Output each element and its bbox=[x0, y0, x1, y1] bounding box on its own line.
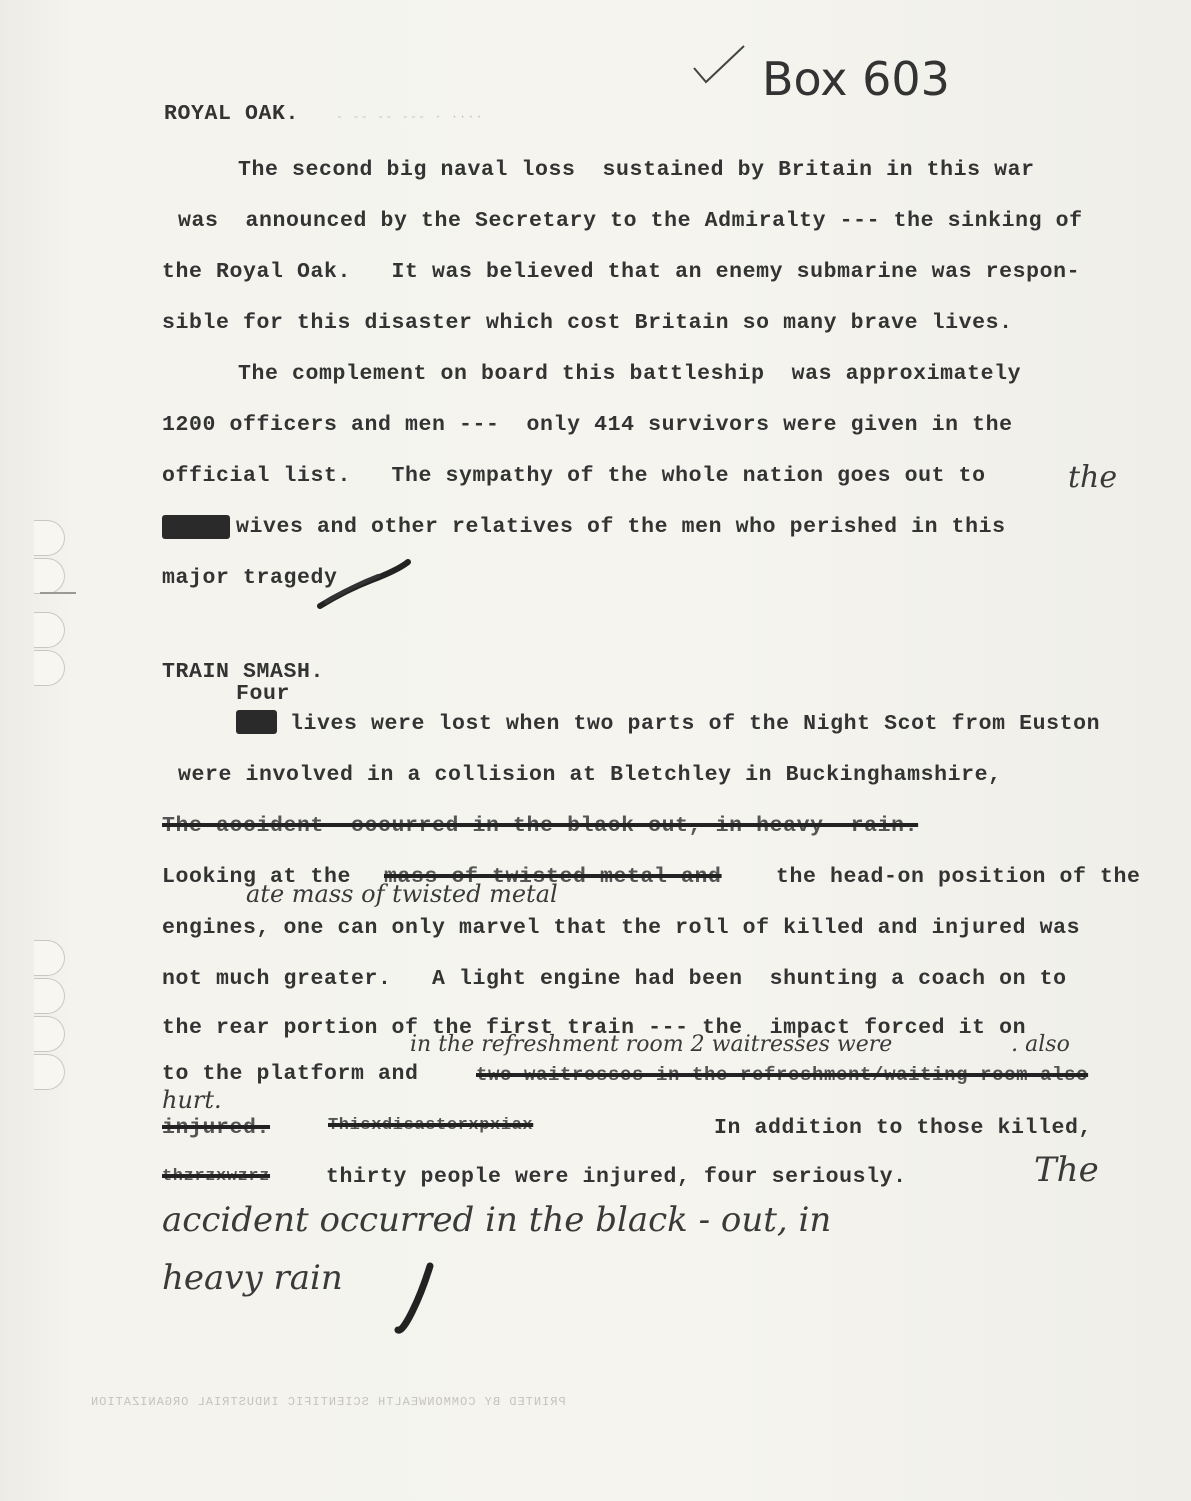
struck-line: The accident occurred in the black-out, in heavy rain. bbox=[162, 814, 919, 838]
section-heading-royal-oak: ROYAL OAK. bbox=[164, 102, 300, 126]
faint-dashes: - -- -- --- · ···· bbox=[336, 110, 484, 124]
binder-hole bbox=[34, 612, 65, 648]
struck-text: two waitresses in the refreshment/waiting room also bbox=[476, 1064, 1089, 1086]
text-line: the rear portion of the first train --- the impact forced it on bbox=[162, 1016, 1027, 1040]
text-line: lives were lost when two parts of the Night Scot from Euston bbox=[290, 712, 1101, 736]
struck-word: brave bbox=[162, 515, 230, 539]
handwritten-note: accident occurred in the black - out, in bbox=[162, 1200, 832, 1240]
check-mark-icon bbox=[690, 42, 750, 92]
binder-hole bbox=[34, 1054, 65, 1090]
ink-scribble-icon bbox=[392, 1262, 440, 1334]
margin-rule bbox=[40, 592, 76, 594]
binder-hole bbox=[34, 940, 65, 976]
handwritten-the: the bbox=[1068, 460, 1118, 495]
binder-hole bbox=[34, 650, 65, 686]
handwritten-insert: ate mass of twisted metal bbox=[246, 880, 558, 908]
section-heading-train-smash: TRAIN SMASH. bbox=[162, 660, 325, 684]
text-line: were involved in a collision at Bletchley in Buckinghamshire, bbox=[178, 763, 1002, 787]
text-line: The second big naval loss sustained by Britain in this war bbox=[238, 158, 1035, 182]
binder-hole bbox=[34, 1016, 65, 1052]
text-line: not much greater. A light engine had been shunting a coach on to bbox=[162, 967, 1067, 991]
text-line: sible for this disaster which cost Britain so many brave lives. bbox=[162, 311, 1013, 335]
struck-text: thzrzxwzrz bbox=[162, 1167, 271, 1186]
text-line: Looking at the bbox=[162, 865, 352, 889]
struck-text: mass of twisted metal and bbox=[384, 865, 722, 889]
binder-hole bbox=[34, 558, 65, 594]
struck-text: Thisxdisasterxpxiax bbox=[328, 1116, 534, 1135]
text-line: In addition to those killed, bbox=[714, 1116, 1093, 1140]
correction-four: Four bbox=[236, 682, 291, 706]
handwritten-hurt: hurt. bbox=[162, 1086, 222, 1114]
text-line: to the platform and bbox=[162, 1062, 419, 1086]
handwritten-note: The bbox=[1034, 1150, 1099, 1190]
text-line: thirty people were injured, four seriously. bbox=[326, 1165, 907, 1189]
text-line: The complement on board this battleship was approximately bbox=[238, 362, 1022, 386]
text-line: major tragedy bbox=[162, 566, 338, 590]
ink-scribble-icon bbox=[316, 556, 412, 612]
text-line: was announced by the Secretary to the Admiralty --- the sinking of bbox=[178, 209, 1083, 233]
faint-stamp: PRINTED BY COMMONWEALTH SCIENTIFIC INDUSTRIAL ORGANIZATION bbox=[90, 1395, 566, 1409]
struck-word: Six bbox=[236, 710, 277, 734]
text-line: 1200 officers and men --- only 414 survivors were given in the bbox=[162, 413, 1013, 437]
binder-hole bbox=[34, 520, 65, 556]
text-line: engines, one can only marvel that the roll of killed and injured was bbox=[162, 916, 1081, 940]
text-line: official list. The sympathy of the whole nation goes out to bbox=[162, 464, 986, 488]
struck-text: injured. bbox=[162, 1116, 271, 1140]
text-line: the head-on position of the bbox=[776, 865, 1141, 889]
handwritten-insert: in the refreshment room 2 waitresses were . also bbox=[410, 1032, 1070, 1057]
binder-hole bbox=[34, 978, 65, 1014]
box-number-note: Box 603 bbox=[762, 52, 950, 106]
text-line: wives and other relatives of the men who perished in this bbox=[236, 515, 1006, 539]
text-line: the Royal Oak. It was believed that an enemy submarine was respon- bbox=[162, 260, 1081, 284]
handwritten-note: heavy rain bbox=[162, 1258, 343, 1298]
